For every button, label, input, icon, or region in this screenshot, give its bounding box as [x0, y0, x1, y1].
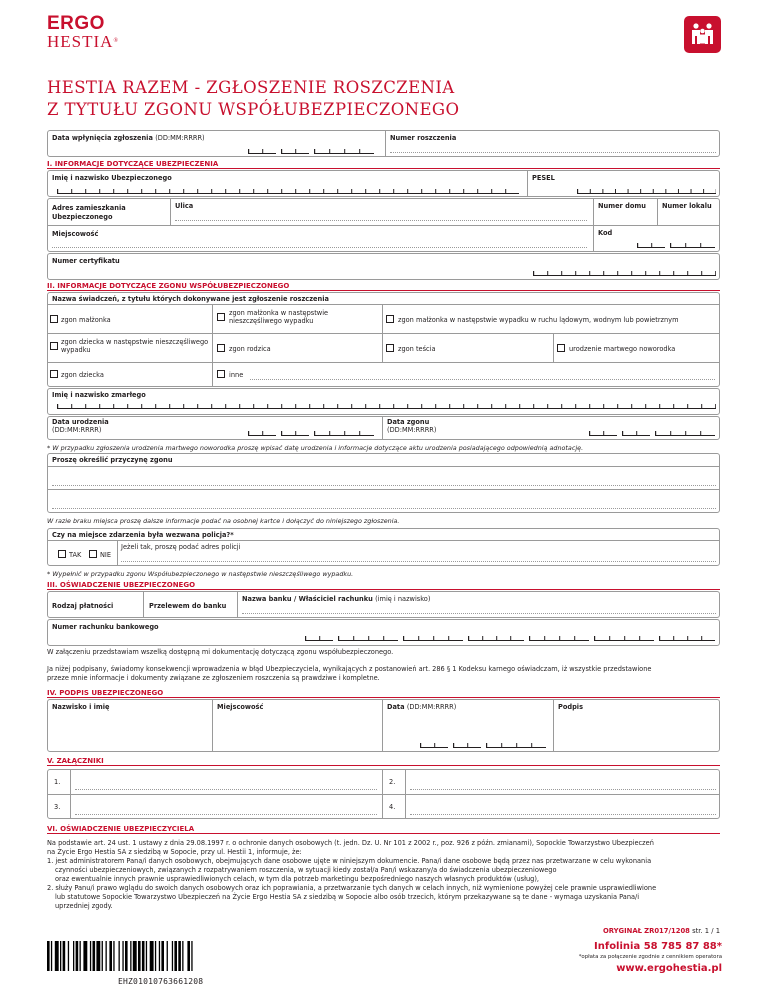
- form-title: [47, 77, 459, 121]
- bank-name-label: [242, 595, 430, 603]
- account-cells-6[interactable]: [594, 636, 654, 641]
- cause-line-1[interactable]: [52, 485, 716, 486]
- postcode-cells-1[interactable]: [637, 243, 665, 248]
- gdpr-line-5: oraz ewentualnie innych prawnie usprawiedliwionych celach, w tym dla potrzeb marketingu bezpośredniego naszych własnych produktów (usług),: [55, 875, 539, 883]
- cause-line-2[interactable]: [52, 508, 716, 509]
- intake-date-dd[interactable]: [248, 149, 276, 154]
- birth-mm-cells[interactable]: [281, 431, 309, 436]
- dates-divider: [382, 416, 383, 440]
- section-2-title: II. INFORMACJE DOTYCZĄCE ZGONU WSPÓŁUBEZPIECZONEGO: [47, 282, 290, 290]
- payment-divider-2: [237, 591, 238, 618]
- checkbox-inlaw-death[interactable]: [386, 344, 394, 352]
- police-divider: [117, 540, 118, 566]
- signer-dd-cells[interactable]: [420, 743, 448, 748]
- attachment-statement: W załączeniu przedstawiam wszelką dostępną mi dokumentację dotyczącą zgonu współubezpieczonego.: [47, 648, 394, 656]
- signature-divider-1: [212, 699, 213, 752]
- section-1-rule: [47, 168, 720, 169]
- signer-place-label: Miejscowość: [217, 703, 264, 711]
- registered-mark: ®: [113, 38, 120, 44]
- insured-name-cells[interactable]: [57, 189, 519, 194]
- birth-date-format: (DD:MM:RRRR): [52, 426, 102, 434]
- checkbox-parent-death[interactable]: [217, 344, 225, 352]
- accident-note: * Wypełnić w przypadku zgonu Współubezpieczonego w następstwie nieszczęśliwego wypadku.: [47, 570, 354, 578]
- police-label: Czy na miejsce zdarzenia była wezwana policja?*: [52, 531, 234, 539]
- option-spouse-traffic: zgon małżonka w następstwie wypadku w ruchu lądowym, wodnym lub powietrznym: [398, 316, 679, 324]
- attachment-number-3: 3.: [54, 803, 61, 811]
- attachment-number-2: 2.: [389, 778, 396, 786]
- form-title-line1: HESTIA RAZEM - ZGŁOSZENIE ROSZCZENIA: [47, 78, 455, 97]
- attachment-field-3[interactable]: [75, 814, 377, 815]
- benefits-vsep-3: [382, 333, 383, 362]
- death-date-format: (DD:MM:RRRR): [387, 426, 437, 434]
- extra-space-note: W razie braku miejsca proszę dalsze informacje podać na osobnej kartce i dołączyć do niniejszego zgłoszenia.: [47, 517, 400, 525]
- signature-box: [47, 699, 720, 752]
- checkbox-stillbirth[interactable]: [557, 344, 565, 352]
- bank-name-field[interactable]: [242, 613, 716, 614]
- intake-date-yyyy[interactable]: [314, 149, 374, 154]
- benefits-vsep-1: [212, 304, 213, 387]
- account-cells-2[interactable]: [338, 636, 398, 641]
- attachment-field-1[interactable]: [75, 789, 377, 790]
- claim-number-field[interactable]: [390, 152, 716, 153]
- option-spouse-accident: zgon małżonka w następstwie nieszczęśliwego wypadku: [229, 309, 329, 325]
- declaration-line-2: przeze mnie informacje i dokumenty związane ze zgłoszeniem roszczenia są prawdziwe i kompletne.: [47, 674, 380, 682]
- account-cells-3[interactable]: [403, 636, 463, 641]
- attachments-num-sep-1: [70, 769, 71, 819]
- ergo-hestia-emblem-icon: [684, 16, 721, 53]
- attachment-number-1: 1.: [54, 778, 61, 786]
- postcode-cells-2[interactable]: [670, 243, 715, 248]
- payment-divider-1: [143, 591, 144, 618]
- form-code: ZR017/1208: [644, 927, 690, 935]
- gdpr-line-4: czynności ubezpieczeniowych, związanych z rozpatrywaniem roszczenia, w sytuacji kiedy został/a Pan/i wskazany/a do świadczenia ubezpieczeniowego: [55, 866, 557, 874]
- section-4-title: IV. PODPIS UBEZPIECZONEGO: [47, 689, 164, 697]
- intake-divider: [385, 130, 386, 157]
- benefits-vsep-2: [382, 304, 383, 333]
- form-title-line2: Z TYTUŁU ZGONU WSPÓŁUBEZPIECZONEGO: [47, 100, 460, 119]
- checkbox-police-yes[interactable]: [58, 550, 66, 558]
- gdpr-line-3: 1. jest administratorem Pana/i danych osobowych, obejmujących dane osobowe ujęte w niniejszym dokumencie. Pana/i dane osobowe będą przez nas przetwarzane w celu wykonania: [47, 857, 652, 865]
- attachment-field-2[interactable]: [410, 789, 716, 790]
- payment-type-label: Rodzaj płatności: [52, 602, 114, 610]
- signature-divider-3: [553, 699, 554, 752]
- city-field[interactable]: [52, 247, 587, 248]
- house-number-label: Numer domu: [598, 202, 646, 210]
- cause-hsep-2: [47, 489, 720, 490]
- signer-yyyy-cells[interactable]: [486, 743, 546, 748]
- police-address-label: Jeżeli tak, proszę podać adres policji: [121, 543, 241, 551]
- section-6-rule: [47, 833, 720, 834]
- checkbox-police-no[interactable]: [89, 550, 97, 558]
- document-code: [603, 927, 720, 935]
- birth-yyyy-cells[interactable]: [314, 431, 374, 436]
- option-child-accident: zgon dziecka w następstwie nieszczęśliwego wypadku: [61, 338, 209, 354]
- signature-divider-2: [382, 699, 383, 752]
- benefits-hsep-2: [47, 333, 720, 334]
- attachments-num-sep-2: [405, 769, 406, 819]
- benefits-hsep-1: [47, 304, 720, 305]
- original-mark: ORYGINAŁ: [603, 927, 642, 935]
- payment-transfer-label: Przelewem do banku: [149, 602, 227, 610]
- account-label: Numer rachunku bankowego: [52, 623, 159, 631]
- attachments-hsep: [47, 794, 720, 795]
- benefits-hsep-3: [47, 362, 720, 363]
- checkbox-other[interactable]: [217, 370, 225, 378]
- death-yyyy-cells[interactable]: [655, 431, 715, 436]
- signer-mm-cells[interactable]: [453, 743, 481, 748]
- signer-date-label: [387, 703, 456, 711]
- birth-date-label: [52, 418, 109, 434]
- street-field[interactable]: [175, 220, 587, 221]
- address-divider-2: [593, 198, 594, 225]
- benefits-label: Nazwa świadczeń, z tytułu których dokonywane jest zgłoszenie roszczenia: [52, 295, 329, 303]
- death-mm-cells[interactable]: [622, 431, 650, 436]
- section-2-rule: [47, 290, 720, 291]
- address-divider-1: [170, 198, 171, 225]
- dates-box: [47, 416, 720, 440]
- section-3-title: III. OŚWIADCZENIE UBEZPIECZONEGO: [47, 581, 196, 589]
- intake-date-format: (DD:MM:RRRR): [155, 134, 205, 142]
- section-4-rule: [47, 697, 720, 698]
- gdpr-line-2: na Życie Ergo Hestia SA z siedzibą w Sopocie, przy ul. Hestii 1, informuje, że:: [47, 848, 302, 856]
- section-5-title: V. ZAŁĄCZNIKI: [47, 757, 104, 765]
- account-cells-1[interactable]: [305, 636, 333, 641]
- deceased-box: [47, 388, 720, 415]
- street-label: Ulica: [175, 202, 194, 210]
- attachment-field-4[interactable]: [410, 814, 716, 815]
- checkbox-spouse-traffic[interactable]: [386, 315, 394, 323]
- declaration-line-1: Ja niżej podpisany, świadomy konsekwencji wprowadzenia w błąd Ubezpieczyciela, wynikających z postanowień art. 286 § 1 Kodeksu karnego oświadczam, iż wszystkie przedstawione: [47, 665, 652, 673]
- city-label: Miejscowość: [52, 230, 99, 238]
- checkbox-spouse-death[interactable]: [50, 315, 58, 323]
- postcode-label: Kod: [598, 229, 613, 237]
- insured-name-label: Imię i nazwisko Ubezpieczonego: [52, 174, 172, 182]
- birth-dd-cells[interactable]: [248, 431, 276, 436]
- intake-date-mm[interactable]: [281, 149, 309, 154]
- checkbox-spouse-accident[interactable]: [217, 313, 225, 321]
- hestia-logo: [47, 33, 119, 50]
- page-counter: str. 1 / 1: [692, 927, 721, 935]
- intake-date-label: [52, 134, 205, 142]
- account-cells-7[interactable]: [659, 636, 715, 641]
- gdpr-line-8: uprzedniej zgody.: [55, 902, 113, 910]
- signature-label: Podpis: [558, 703, 583, 711]
- option-police-no: NIE: [100, 551, 112, 559]
- signer-date-text: Data: [387, 703, 405, 711]
- option-police-yes: TAK: [69, 551, 82, 559]
- police-address-field[interactable]: [121, 561, 716, 562]
- call-fee-note: *opłata za połączenie zgodnie z cennikiem operatora: [578, 954, 722, 960]
- deceased-name-cells[interactable]: [57, 404, 716, 409]
- death-dd-cells[interactable]: [589, 431, 617, 436]
- section-5-rule: [47, 765, 720, 766]
- gdpr-line-6: 2. służy Panu/i prawo wglądu do swoich danych osobowych oraz ich poprawiania, a przetwarzanie tych danych w celach innych, niż wymienione powyżej cele prawnie usprawiedliwione: [47, 884, 657, 892]
- section-1-title: I. INFORMACJE DOTYCZĄCE UBEZPIECZENIA: [47, 160, 219, 168]
- signer-date-format: (DD:MM:RRRR): [406, 703, 457, 711]
- gdpr-line-7: lub statutowe Sopockie Towarzystwo Ubezpieczeń na Życie Ergo Hestia SA z siedzibą w Sopocie albo osób trzecich, którym przekazywane są te dane - wymaga uzyskania Pana/i: [55, 893, 640, 901]
- death-date-label: [387, 418, 436, 434]
- other-field[interactable]: [250, 379, 715, 380]
- attachment-number-4: 4.: [389, 803, 396, 811]
- account-cells-4[interactable]: [468, 636, 524, 641]
- birth-date-text: Data urodzenia: [52, 418, 109, 426]
- cause-label: Proszę określić przyczynę zgonu: [52, 456, 173, 464]
- death-date-text: Data zgonu: [387, 418, 430, 426]
- account-cells-5[interactable]: [529, 636, 589, 641]
- bank-name-text: Nazwa banku / Właściciel rachunku: [242, 595, 373, 603]
- pesel-cells[interactable]: [577, 189, 716, 194]
- bank-name-hint: (imię i nazwisko): [375, 595, 431, 603]
- benefits-vsep-4: [553, 333, 554, 362]
- intake-date-text: Data wpłynięcia zgłoszenia: [52, 134, 153, 142]
- deceased-name-label: Imię i nazwisko zmarłego: [52, 391, 146, 399]
- ergo-logo: ERGO: [47, 13, 105, 34]
- address-label: Adres zamieszkania Ubezpieczonego: [52, 204, 126, 221]
- option-inlaw-death: zgon teścia: [398, 345, 436, 353]
- barcode-graphic: [47, 941, 235, 980]
- infoline: Infolinia 58 785 87 88*: [594, 941, 722, 952]
- section-6-title: VI. OŚWIADCZENIE UBEZPIECZYCIELA: [47, 825, 195, 833]
- attachments-mid-sep: [382, 769, 383, 819]
- pesel-divider: [527, 170, 528, 197]
- police-hsep: [47, 540, 720, 541]
- option-spouse-death: zgon małżonka: [61, 316, 111, 324]
- certificate-label: Numer certyfikatu: [52, 257, 120, 265]
- checkbox-child-accident[interactable]: [50, 342, 58, 350]
- pesel-label: PESEL: [532, 174, 555, 182]
- flat-number-label: Numer lokalu: [662, 202, 712, 210]
- hestia-logo-text: HESTIA: [47, 32, 114, 51]
- option-stillbirth: urodzenie martwego noworodka: [569, 345, 676, 353]
- claim-number-label: Numer roszczenia: [390, 134, 457, 142]
- option-other: inne: [229, 371, 244, 379]
- gdpr-line-1: Na podstawie art. 24 ust. 1 ustawy z dnia 29.08.1997 r. o ochronie danych osobowych (t. jedn. Dz. U. Nr 101 z 2002 r., poz. 926 z późn. zmianami), Sopockie Towarzystwo Ubezpieczeń: [47, 839, 654, 847]
- option-parent-death: zgon rodzica: [229, 345, 271, 353]
- address-hsep: [47, 225, 720, 226]
- barcode-text: EHZ01010763661208: [118, 977, 204, 986]
- certificate-cells[interactable]: [533, 271, 716, 276]
- stillbirth-note: * W przypadku zgłoszenia urodzenia martwego noworodka proszę wpisać datę urodzenia i informacje dotyczące aktu urodzenia posiadającego odpowiednią adnotację.: [47, 444, 584, 452]
- signer-name-label: Nazwisko i imię: [52, 703, 110, 711]
- city-divider: [593, 225, 594, 252]
- section-3-rule: [47, 589, 720, 590]
- cause-hsep-1: [47, 466, 720, 467]
- website-link[interactable]: www.ergohestia.pl: [616, 963, 722, 974]
- checkbox-child-death[interactable]: [50, 370, 58, 378]
- address-divider-3: [657, 198, 658, 225]
- option-child-death: zgon dziecka: [61, 371, 104, 379]
